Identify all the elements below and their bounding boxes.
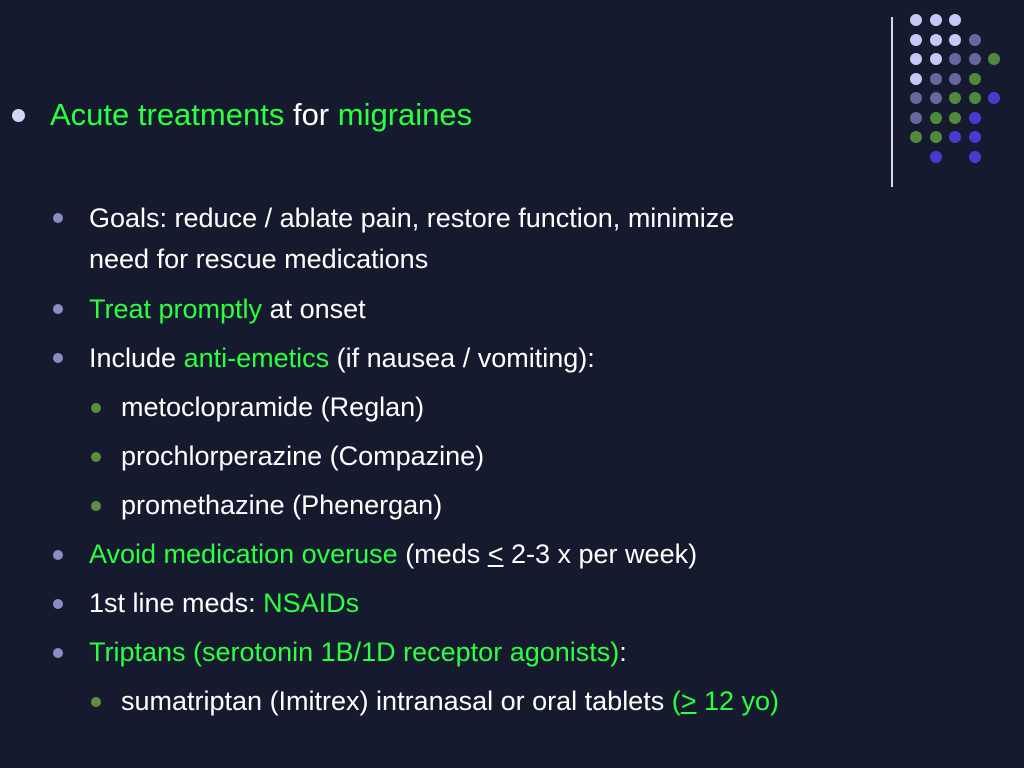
list-item-first-line-meds (89, 583, 359, 624)
item-text: (if nausea / vomiting): (329, 343, 595, 373)
decorative-dot (949, 34, 961, 46)
sub-bullet-icon (91, 452, 101, 462)
decorative-dot (930, 151, 942, 163)
bullet-icon (53, 353, 63, 363)
bullet-icon (53, 304, 63, 314)
sub-item-promethazine: promethazine (Phenergan) (121, 490, 443, 520)
item-text: 1st line meds: (89, 588, 264, 618)
sub-bullet-icon (91, 403, 101, 413)
item-text: at onset (262, 294, 366, 324)
decorative-dot (988, 53, 1000, 65)
decorative-dot (930, 34, 942, 46)
sub-item-sumatriptan (121, 681, 779, 722)
decorative-dot (949, 53, 961, 65)
decorative-dot (910, 131, 922, 143)
decorative-divider-line (891, 17, 893, 187)
decorative-dot (988, 92, 1000, 104)
decorative-dot (969, 151, 981, 163)
bullet-icon (53, 213, 63, 223)
decorative-dot (949, 112, 961, 124)
greater-or-equal-symbol: > (680, 686, 697, 716)
decorative-dot (910, 34, 922, 46)
sub-item-metoclopramide: metoclopramide (Reglan) (121, 392, 425, 422)
decorative-dot (930, 131, 942, 143)
decorative-dot (910, 53, 922, 65)
list-item-anti-emetics (89, 338, 595, 379)
bullet-icon (53, 648, 63, 658)
decorative-dot-grid (910, 14, 1010, 164)
decorative-dot (949, 92, 961, 104)
decorative-dot (930, 73, 942, 85)
item-text: : (619, 637, 627, 667)
highlight-text: Triptans (serotonin 1B/1D receptor agonists) (89, 637, 620, 667)
decorative-dot (949, 131, 961, 143)
less-or-equal-symbol: < (487, 539, 504, 569)
list-item-avoid-overuse (89, 534, 697, 575)
decorative-dot (930, 14, 942, 26)
highlight-text: 12 yo) (696, 686, 780, 716)
decorative-dot (969, 73, 981, 85)
bullet-icon (53, 550, 63, 560)
title-bullet-icon (12, 109, 25, 122)
list-item-treat-promptly (89, 289, 366, 330)
goals-line-2: need for rescue medications (89, 244, 429, 274)
slide-title (50, 95, 472, 135)
highlight-text: anti-emetics (183, 343, 330, 373)
decorative-dot (910, 14, 922, 26)
decorative-dot (969, 112, 981, 124)
bullet-icon (53, 599, 63, 609)
list-item-triptans (89, 632, 627, 673)
decorative-dot (969, 34, 981, 46)
decorative-dot (910, 112, 922, 124)
decorative-dot (910, 92, 922, 104)
item-text: (meds (397, 539, 488, 569)
decorative-dot (930, 92, 942, 104)
item-text: 2-3 x per week) (503, 539, 698, 569)
highlight-text: Avoid medication overuse (89, 539, 398, 569)
sub-bullet-icon (91, 697, 101, 707)
item-text: sumatriptan (Imitrex) intranasal or oral tablets (121, 686, 672, 716)
highlight-text: Treat promptly (89, 294, 263, 324)
title-highlight-migraines: migraines (337, 97, 473, 132)
decorative-dot (969, 92, 981, 104)
title-connector: for (284, 97, 338, 132)
decorative-dot (969, 131, 981, 143)
decorative-dot (910, 73, 922, 85)
title-highlight-acute-treatments: Acute treatments (50, 97, 285, 132)
item-text: Include (89, 343, 184, 373)
decorative-dot (930, 112, 942, 124)
decorative-dot (949, 14, 961, 26)
decorative-dot (949, 73, 961, 85)
goals-line-1: Goals: reduce / ablate pain, restore function, minimize (89, 203, 735, 233)
highlight-text: NSAIDs (263, 588, 360, 618)
sub-bullet-icon (91, 501, 101, 511)
sub-item-prochlorperazine: prochlorperazine (Compazine) (121, 441, 485, 471)
decorative-dot (969, 53, 981, 65)
highlight-text: ( (671, 686, 681, 716)
decorative-dot (930, 53, 942, 65)
